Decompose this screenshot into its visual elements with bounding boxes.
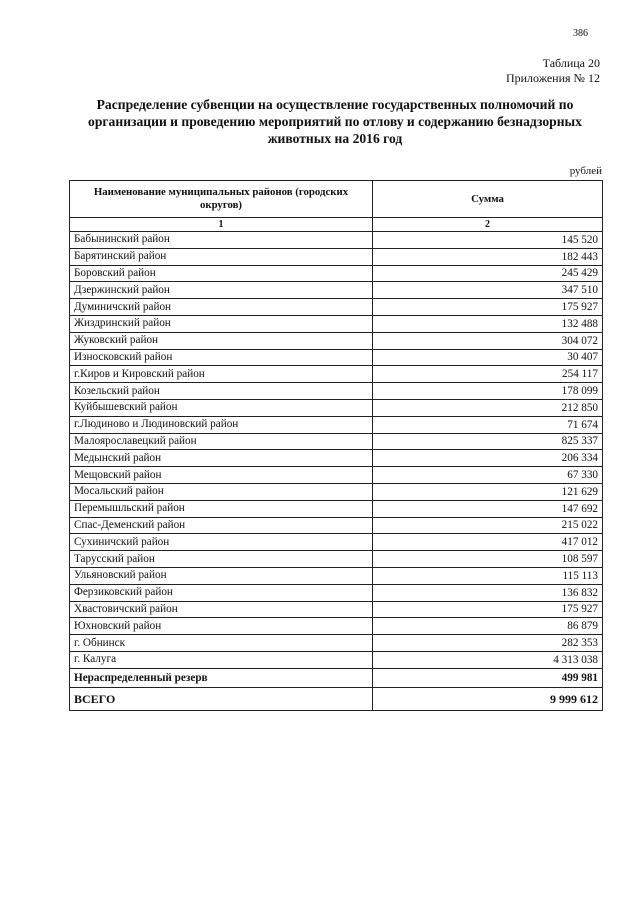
amount-value: 175 927 bbox=[373, 299, 603, 316]
table-row bbox=[70, 483, 603, 500]
amount-value: 108 597 bbox=[373, 551, 603, 568]
municipality-name: Юхновский район bbox=[70, 618, 373, 635]
municipality-name: Ульяновский район bbox=[70, 567, 373, 584]
amount-value: 132 488 bbox=[373, 315, 603, 332]
table-body bbox=[70, 218, 603, 711]
table-row bbox=[70, 534, 603, 551]
municipality-name: Боровский район bbox=[70, 265, 373, 282]
total-label: ВСЕГО bbox=[70, 687, 373, 710]
amount-value: 417 012 bbox=[373, 534, 603, 551]
header-amount: Сумма bbox=[373, 181, 603, 218]
page-number: 386 bbox=[573, 28, 588, 39]
municipality-name: Ферзиковский район bbox=[70, 584, 373, 601]
amount-value: 115 113 bbox=[373, 567, 603, 584]
table-row bbox=[70, 315, 603, 332]
municipality-name: Козельский район bbox=[70, 383, 373, 400]
reserve-row bbox=[70, 668, 603, 687]
table-row bbox=[70, 349, 603, 366]
amount-value: 347 510 bbox=[373, 282, 603, 299]
document-title: Распределение субвенции на осуществление государственных полномочий по организации и проведению мероприятий по отлову и содержанию безнадзорных животных на 2016 год bbox=[88, 97, 582, 146]
municipality-name: Спас-Деменский район bbox=[70, 517, 373, 534]
table-row bbox=[70, 232, 603, 249]
total-amount: 9 999 612 bbox=[373, 687, 603, 710]
amount-value: 178 099 bbox=[373, 383, 603, 400]
table-row bbox=[70, 618, 603, 635]
column-number-1: 1 bbox=[70, 218, 373, 232]
municipality-name: Износковский район bbox=[70, 349, 373, 366]
table-row bbox=[70, 651, 603, 668]
municipality-name: г. Обнинск bbox=[70, 635, 373, 652]
table-row bbox=[70, 282, 603, 299]
municipality-name: г. Калуга bbox=[70, 651, 373, 668]
municipality-name: Малоярославецкий район bbox=[70, 433, 373, 450]
total-row bbox=[70, 687, 603, 710]
table-header-row bbox=[70, 181, 603, 218]
table-row bbox=[70, 265, 603, 282]
unit-label: рублей bbox=[569, 165, 602, 177]
table-row bbox=[70, 635, 603, 652]
municipality-name: Барятинский район bbox=[70, 248, 373, 265]
table-row bbox=[70, 433, 603, 450]
amount-value: 175 927 bbox=[373, 601, 603, 618]
table-row bbox=[70, 332, 603, 349]
municipality-name: Сухиничский район bbox=[70, 534, 373, 551]
municipality-name: Хвастовичский район bbox=[70, 601, 373, 618]
amount-value: 30 407 bbox=[373, 349, 603, 366]
table-row bbox=[70, 517, 603, 534]
table-row bbox=[70, 248, 603, 265]
municipality-name: Мосальский район bbox=[70, 483, 373, 500]
amount-value: 206 334 bbox=[373, 450, 603, 467]
amount-value: 67 330 bbox=[373, 467, 603, 484]
amount-value: 182 443 bbox=[373, 248, 603, 265]
municipality-name: Дзержинский район bbox=[70, 282, 373, 299]
amount-value: 215 022 bbox=[373, 517, 603, 534]
table-row bbox=[70, 416, 603, 433]
municipality-name: Жиздринский район bbox=[70, 315, 373, 332]
amount-value: 136 832 bbox=[373, 584, 603, 601]
table-label: Таблица 20 bbox=[542, 56, 600, 70]
table-row bbox=[70, 383, 603, 400]
amount-value: 825 337 bbox=[373, 433, 603, 450]
column-number-2: 2 bbox=[373, 218, 603, 232]
amount-value: 86 879 bbox=[373, 618, 603, 635]
amount-value: 245 429 bbox=[373, 265, 603, 282]
distribution-table bbox=[69, 180, 603, 711]
amount-value: 147 692 bbox=[373, 500, 603, 517]
table-row bbox=[70, 399, 603, 416]
header-municipality: Наименование муниципальных районов (городских округов) bbox=[70, 181, 373, 218]
table-row bbox=[70, 601, 603, 618]
amount-value: 121 629 bbox=[373, 483, 603, 500]
amount-value: 282 353 bbox=[373, 635, 603, 652]
amount-value: 212 850 bbox=[373, 399, 603, 416]
municipality-name: Медынский район bbox=[70, 450, 373, 467]
municipality-name: Жуковский район bbox=[70, 332, 373, 349]
table-row bbox=[70, 450, 603, 467]
table-row bbox=[70, 366, 603, 383]
municipality-name: Бабынинский район bbox=[70, 232, 373, 249]
municipality-name: Думиничский район bbox=[70, 299, 373, 316]
municipality-name: г.Людиново и Людиновский район bbox=[70, 416, 373, 433]
municipality-name: Куйбышевский район bbox=[70, 399, 373, 416]
table-row bbox=[70, 500, 603, 517]
table-row bbox=[70, 299, 603, 316]
table-row bbox=[70, 551, 603, 568]
reserve-amount: 499 981 bbox=[373, 668, 603, 687]
reserve-label: Нераспределенный резерв bbox=[70, 668, 373, 687]
table-row bbox=[70, 584, 603, 601]
amount-value: 304 072 bbox=[373, 332, 603, 349]
table-row bbox=[70, 567, 603, 584]
amount-value: 71 674 bbox=[373, 416, 603, 433]
municipality-name: г.Киров и Кировский район bbox=[70, 366, 373, 383]
appendix-number-label: Приложения № 12 bbox=[505, 71, 600, 85]
amount-value: 4 313 038 bbox=[373, 651, 603, 668]
municipality-name: Тарусский район bbox=[70, 551, 373, 568]
municipality-name: Перемышльский район bbox=[70, 500, 373, 517]
amount-value: 254 117 bbox=[373, 366, 603, 383]
appendix-label bbox=[506, 56, 600, 86]
table-row bbox=[70, 467, 603, 484]
amount-value: 145 520 bbox=[373, 232, 603, 249]
municipality-name: Мещовский район bbox=[70, 467, 373, 484]
column-number-row bbox=[70, 218, 603, 232]
